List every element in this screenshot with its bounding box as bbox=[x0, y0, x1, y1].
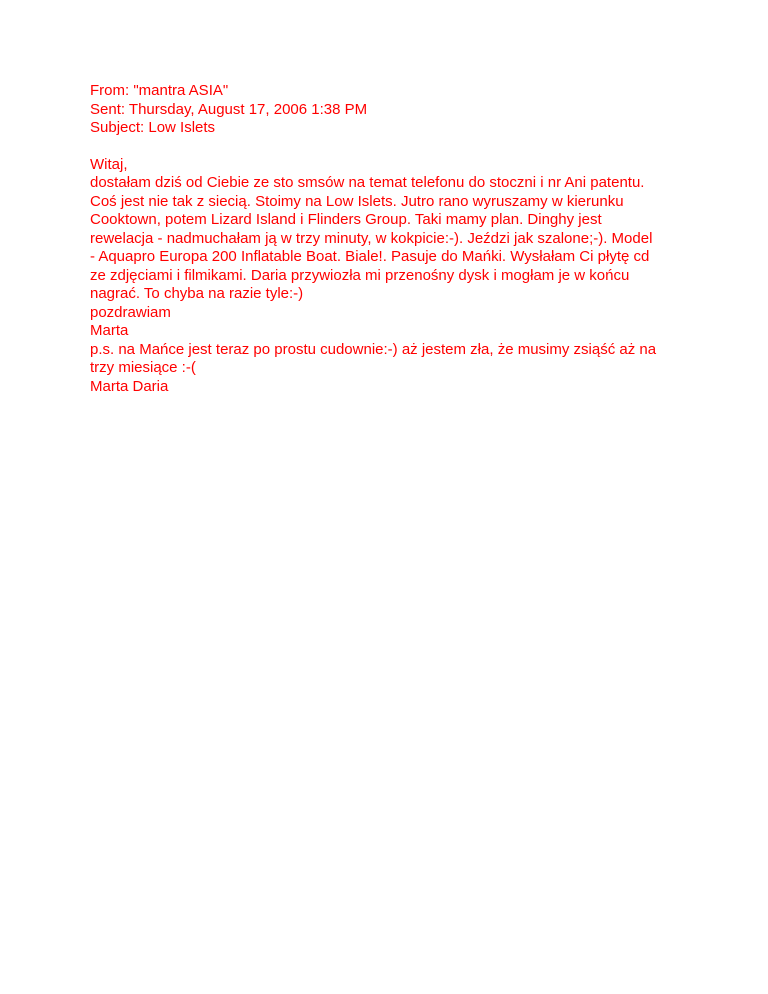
body-line: Marta Daria bbox=[90, 377, 169, 395]
body-line: p.s. na Mańce jest teraz po prostu cudownie:-) aż jestem zła, że musimy zsiąść aż na bbox=[90, 340, 657, 358]
body-line: Coś jest nie tak z siecią. Stoimy na Low Islets. Jutro rano wyruszamy w kierunku bbox=[90, 192, 624, 210]
email-document bbox=[90, 82, 730, 396]
body-line: nagrać. To chyba na razie tyle:-) bbox=[90, 285, 304, 302]
email-body bbox=[90, 156, 730, 397]
subject-line: Subject: Low Islets bbox=[90, 119, 216, 136]
body-line: rewelacja - nadmuchałam ją w trzy minuty, w kokpicie:-). Jeździ jak szalone;-). Model bbox=[90, 229, 653, 247]
body-line: dostałam dziś od Ciebie ze sto smsów na temat telefonu do stoczni i nr Ani patentu. bbox=[90, 174, 645, 191]
body-line: ze zdjęciami i filmikami. Daria przywiozła mi przenośny dysk i mogłam je w końcu bbox=[90, 266, 630, 284]
body-line: trzy miesiące :-( bbox=[90, 359, 196, 376]
body-line: Marta bbox=[90, 322, 129, 339]
body-line: pozdrawiam bbox=[90, 303, 171, 321]
body-line: - Aquapro Europa 200 Inflatable Boat. Biale!. Pasuje do Mańki. Wysłałam Ci płytę cd bbox=[90, 248, 650, 265]
email-header bbox=[90, 82, 730, 138]
body-line: Witaj, bbox=[90, 155, 128, 173]
from-line: From: "mantra ASIA" bbox=[90, 82, 229, 99]
sent-line: Sent: Thursday, August 17, 2006 1:38 PM bbox=[90, 100, 368, 118]
body-line: Cooktown, potem Lizard Island i Flinders Group. Taki mamy plan. Dinghy jest bbox=[90, 211, 602, 228]
